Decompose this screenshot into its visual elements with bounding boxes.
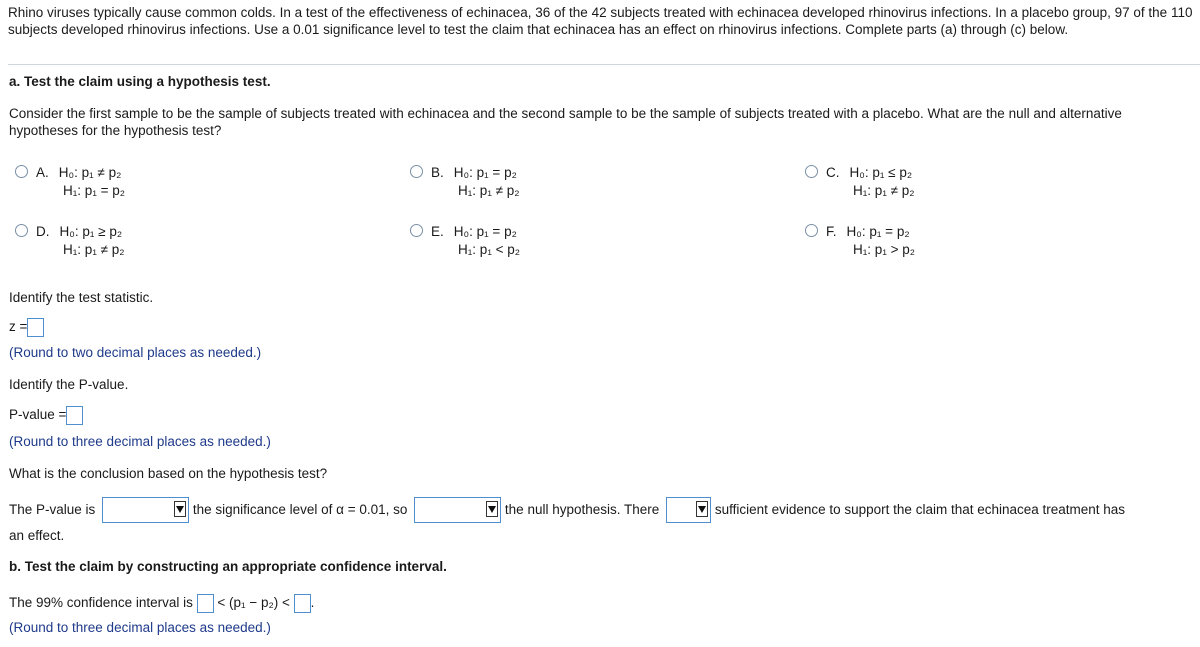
option-a-null: H₀: p₁ ≠ p₂ [58,165,122,180]
ci-lower-input[interactable] [197,594,214,613]
pvalue-input[interactable] [66,406,83,425]
ci-rounding-hint: (Round to three decimal places as needed.) [9,620,271,635]
ci-row [9,594,314,613]
option-e-radio[interactable] [410,224,423,237]
part-a-heading: a. Test the claim using a hypothesis test. [9,74,271,89]
option-b[interactable] [410,165,520,198]
evidence-dropdown[interactable] [666,497,711,523]
option-f[interactable] [805,224,915,257]
test-statistic-prompt: Identify the test statistic. [9,290,154,305]
pvalue-prompt: Identify the P-value. [9,377,129,392]
option-c[interactable] [805,165,915,198]
option-d[interactable] [15,224,125,257]
pvalue-row [9,406,83,425]
option-e[interactable] [410,224,520,257]
conclusion-prompt: What is the conclusion based on the hypothesis test? [9,466,328,481]
z-rounding-hint: (Round to two decimal places as needed.) [9,345,262,360]
option-b-alt: H₁: p₁ ≠ p₂ [458,183,520,198]
conclusion-text-1: The P-value is [9,502,96,517]
problem-statement: Rhino viruses typically cause common colds. In a test of the effectiveness of echinacea, 36 of the 42 subjects treated with echinacea developed rhinovirus infections. In a placebo group, 97 of the 110 subjects developed rhinovirus infections. Use a 0.01 significance level to test the claim that echinacea has an effect on rhinovirus infections. Complete parts (a) through (c) below. [8,5,1193,37]
dropdown-arrow-icon [174,501,186,517]
ci-end: . [310,595,315,611]
part-b-heading: b. Test the claim by constructing an appropriate confidence interval. [9,559,447,574]
option-f-alt: H₁: p₁ > p₂ [853,242,916,257]
pvalue-label: P-value = [9,407,67,423]
option-e-null: H₀: p₁ = p₂ [453,224,517,239]
option-d-null: H₀: p₁ ≥ p₂ [59,224,123,239]
ci-middle: < (p₁ − p₂) < [217,595,290,611]
z-input[interactable] [27,318,44,337]
conclusion-row [9,497,1125,523]
option-a-alt: H₁: p₁ = p₂ [63,183,126,198]
option-d-letter: D. [36,224,50,239]
dropdown-arrow-icon [696,501,708,517]
option-c-letter: C. [826,165,840,180]
hypotheses-question: Consider the first sample to be the sample of subjects treated with echinacea and the second sample to be the sample of subjects treated with a placebo. What are the null and alternative hypotheses for the hypothesis test? [9,106,1122,138]
option-b-radio[interactable] [410,165,423,178]
dropdown-arrow-icon [486,501,498,517]
divider [8,64,1200,65]
option-f-null: H₀: p₁ = p₂ [846,224,910,239]
option-b-null: H₀: p₁ = p₂ [453,165,517,180]
z-row [9,318,44,337]
option-a-letter: A. [36,165,49,180]
option-a-radio[interactable] [15,165,28,178]
reject-decision-dropdown[interactable] [414,497,501,523]
conclusion-text-2: the significance level of α = 0.01, so [192,502,408,517]
conclusion-text-5: an effect. [9,528,65,543]
pvalue-rounding-hint: (Round to three decimal places as needed.) [9,434,271,449]
option-b-letter: B. [431,165,444,180]
conclusion-text-3: the null hypothesis. There [504,502,660,517]
option-a[interactable] [15,165,125,198]
option-d-radio[interactable] [15,224,28,237]
option-c-alt: H₁: p₁ ≠ p₂ [853,183,915,198]
option-e-letter: E. [431,224,444,239]
option-f-letter: F. [826,224,837,239]
option-c-radio[interactable] [805,165,818,178]
z-label: z = [9,319,28,335]
ci-label: The 99% confidence interval is [9,595,193,611]
option-d-alt: H₁: p₁ ≠ p₂ [63,242,125,257]
ci-upper-input[interactable] [294,594,311,613]
option-c-null: H₀: p₁ ≤ p₂ [849,165,913,180]
pvalue-comparison-dropdown[interactable] [102,497,189,523]
option-e-alt: H₁: p₁ < p₂ [458,242,521,257]
option-f-radio[interactable] [805,224,818,237]
conclusion-text-4: sufficient evidence to support the claim that echinacea treatment has [714,502,1126,517]
